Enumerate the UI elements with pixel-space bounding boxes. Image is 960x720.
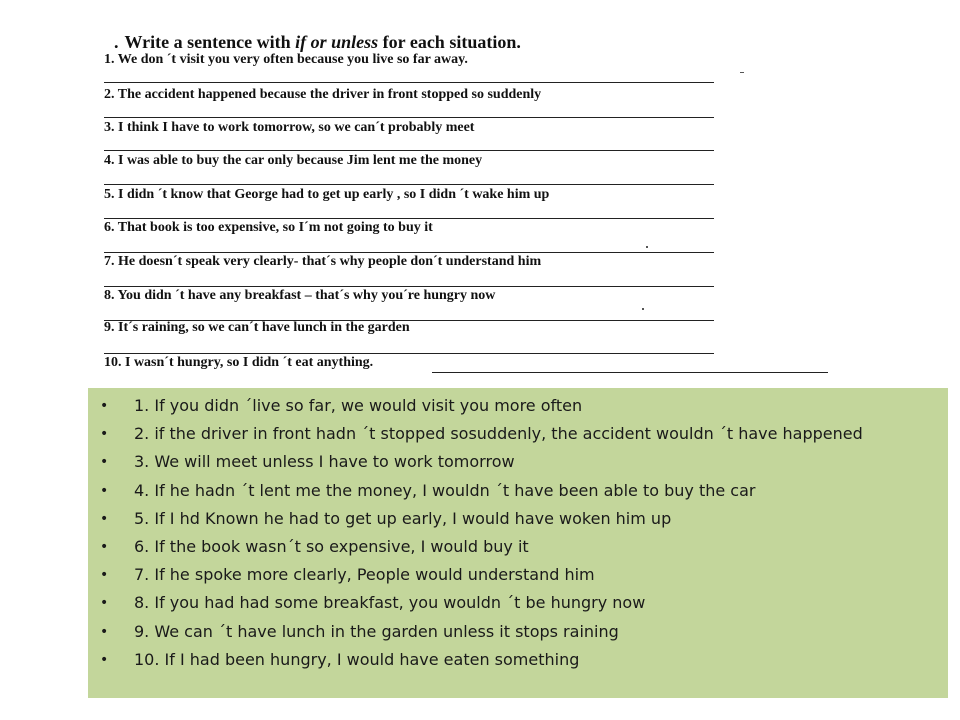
bullet-icon: • (100, 482, 109, 499)
answer-text: 6. If the book wasn´t so expensive, I would buy it (134, 536, 529, 556)
scan-speck (740, 72, 744, 73)
title-part-2: if or unless (295, 32, 379, 52)
worksheet-scan (86, 22, 838, 378)
worksheet-item: 8. You didn ´t have any breakfast – that´s why you´re hungry now (104, 288, 496, 303)
title-prefix: . (114, 32, 119, 52)
bullet-icon: • (100, 651, 109, 668)
worksheet-item: 4. I was able to buy the car only because Jim lent me the money (104, 153, 483, 168)
answer-text: 9. We can ´t have lunch in the garden unless it stops raining (134, 621, 619, 641)
bullet-icon: • (100, 398, 109, 414)
worksheet-item: 3. I think I have to work tomorrow, so we can´t probably meet (104, 120, 475, 135)
answer-text: 8. If you had had some breakfast, you wouldn ´t be hungry now (134, 593, 646, 613)
answer-line (104, 150, 714, 151)
bullet-icon: • (100, 510, 109, 527)
answer-text: 7. If he spoke more clearly, People would understand him (134, 565, 595, 585)
bullet-icon: • (100, 538, 109, 555)
answer-text: 3. We will meet unless I have to work tomorrow (134, 452, 515, 472)
list-item (88, 508, 948, 536)
scan-speck (642, 308, 644, 310)
answers-panel (88, 388, 948, 698)
list-item (88, 592, 948, 620)
answer-line (104, 252, 714, 253)
answer-line (104, 286, 714, 287)
answer-text: 10. If I had been hungry, I would have eaten something (134, 649, 580, 669)
worksheet-title (114, 32, 521, 53)
list-item (88, 451, 948, 479)
worksheet-item: 6. That book is too expensive, so I´m not going to buy it (104, 220, 433, 235)
title-part-1: Write a sentence with (124, 32, 296, 52)
answer-line (104, 82, 714, 83)
answer-text: 1. If you didn ´live so far, we would visit you more often (134, 396, 583, 415)
list-item (88, 621, 948, 649)
scan-speck (646, 246, 648, 248)
worksheet-item: 10. I wasn´t hungry, so I didn ´t eat anything. (104, 355, 374, 370)
title-part-3: for each situation. (378, 32, 521, 52)
list-item (88, 423, 948, 451)
worksheet-item: 9. It´s raining, so we can´t have lunch in the garden (104, 320, 410, 335)
answer-text: 4. If he hadn ´t lent me the money, I wouldn ´t have been able to buy the car (134, 480, 756, 500)
answer-text: 5. If I hd Known he had to get up early, I would have woken him up (134, 508, 672, 528)
bullet-icon: • (100, 595, 109, 612)
worksheet-item: 5. I didn ´t know that George had to get up early , so I didn ´t wake him up (104, 187, 550, 202)
list-item (88, 395, 948, 423)
bullet-icon: • (100, 426, 109, 443)
list-item (88, 536, 948, 564)
bullet-icon: • (100, 567, 109, 584)
worksheet-item: 7. He doesn´t speak very clearly- that´s why people don´t understand him (104, 254, 542, 269)
worksheet-item: 1. We don ´t visit you very often because you live so far away. (104, 52, 468, 67)
list-item (88, 480, 948, 508)
list-item (88, 564, 948, 592)
bullet-icon: • (100, 454, 109, 471)
worksheet-item: 2. The accident happened because the driver in front stopped so suddenly (104, 87, 542, 102)
answer-line (104, 184, 714, 185)
answer-line (104, 218, 714, 219)
bullet-icon: • (100, 623, 109, 640)
answer-text: 2. if the driver in front hadn ´t stopped sosuddenly, the accident wouldn ´t have happened (134, 424, 863, 444)
list-item (88, 649, 948, 677)
answer-line (104, 117, 714, 118)
answer-line (104, 353, 714, 354)
answer-line (432, 372, 828, 373)
answers-list (88, 395, 948, 677)
